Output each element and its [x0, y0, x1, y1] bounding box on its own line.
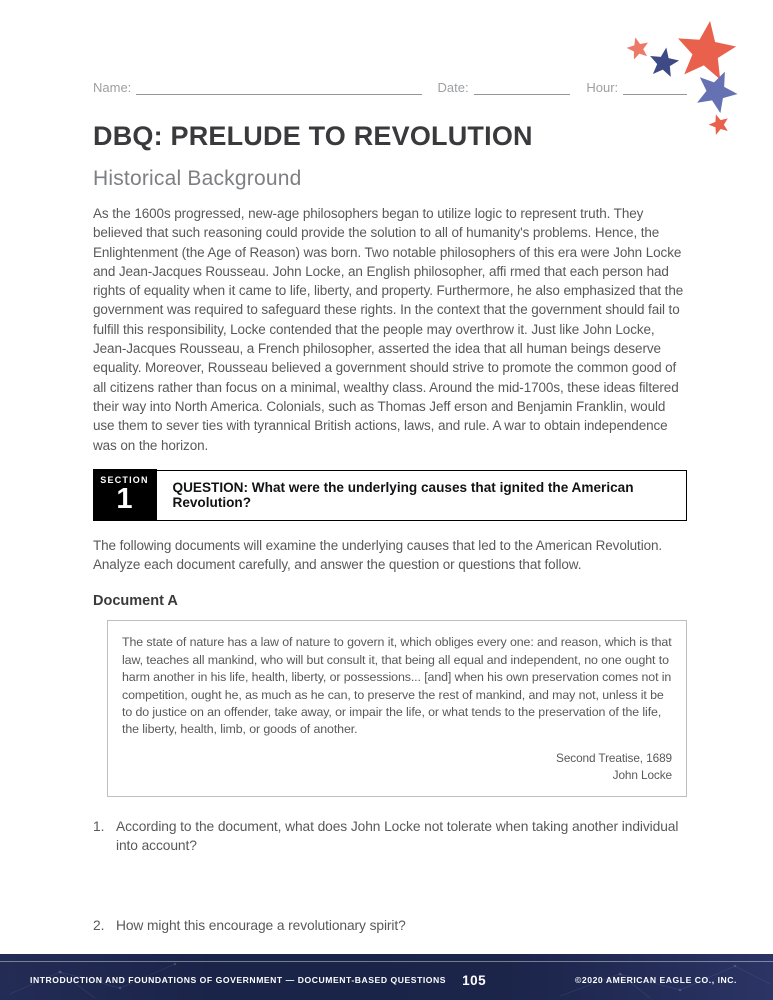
section-badge-label: SECTION — [100, 474, 149, 485]
question-list — [93, 817, 687, 936]
section-question-line — [173, 480, 671, 510]
intro-paragraph: The following documents will examine the underlying causes that led to the American Revolution. Analyze each document carefully, and answer the question or questions that follow. — [93, 537, 663, 573]
question-item-2 — [93, 916, 687, 936]
source-author: John Locke — [612, 767, 672, 782]
date-field — [438, 80, 571, 95]
footer-copyright: ©2020 AMERICAN EAGLE CO., INC. — [575, 975, 737, 985]
section-subtitle: Historical Background — [93, 167, 302, 190]
hour-field — [586, 80, 687, 95]
section-badge-number: 1 — [116, 482, 133, 515]
name-label: Name: — [93, 80, 132, 95]
source-title: Second Treatise, 1689 — [556, 750, 672, 765]
page-footer — [0, 954, 773, 1000]
name-blank-line — [136, 80, 421, 95]
question-label: QUESTION: — [172, 480, 249, 496]
footer-series-title: INTRODUCTION AND FOUNDATIONS OF GOVERNMENT — DOCUMENT-BASED QUESTIONS — [30, 975, 447, 985]
section-question-banner — [93, 470, 687, 521]
document-a-quote: The state of nature has a law of nature to govern it, which obliges every one: and reason, which is that law, teaches all mankind, who will but consult it, that being all equal and independent, no one ought to harm another in his life, health, liberty, or possessions... [and] when his own preservation comes not in competition, ought he, as much as he can, to preserve the rest of mankind, and may not, unless it be to do justice on an offender, take away, or impair the life, or what tends to the preservation of the life, the liberty, health, limb, or goods of another. — [122, 635, 672, 737]
question-1-number: 1. — [93, 818, 105, 834]
historical-background-paragraph: As the 1600s progressed, new-age philosophers began to utilize logic to represent truth. They believed that such reasoning could provide the solution to all of humanity's problems. Hence, the Enlightenment (the Age of Reason) was born. Two notable philosophers of this era were John Locke and Jean-Jacques Rousseau. John Locke, an English philosopher, affi rmed that each person had rights of equality when it came to life, liberty, and property. Furthermore, he also emphasized that the government was required to safeguard these rights. In the context that the government should fail to fulfill this responsibility, Locke contended that the people may overthrow it. Just like John Locke, Jean-Jacques Rousseau, a French philosopher, asserted the idea that all human beings deserve equality. Moreover, Rousseau believed a government should strive to promote the common good of all citizens rather than focus on a minimal, wealthy class. Around the mid-1700s, these ideas filtered their way into North America. Colonials, such as Thomas Jeff erson and Benjamin Franklin, would use them to sever ties with tyrannical British actions, laws, and rule. A war to obtain independence was on the horizon. — [93, 206, 684, 453]
footer-content — [0, 954, 773, 1000]
section-number-badge — [93, 469, 157, 521]
document-a-heading: Document A — [93, 593, 178, 610]
document-a-quote-box — [107, 620, 687, 796]
document-a-source — [122, 750, 672, 784]
question-text: What were the underlying causes that ignited the American Revolution? — [172, 480, 634, 511]
hour-label: Hour: — [586, 80, 619, 95]
question-item-1 — [93, 817, 687, 856]
section-question-box — [157, 471, 687, 520]
name-field — [93, 80, 422, 95]
question-2-number: 2. — [93, 917, 105, 933]
question-1-text: According to the document, what does John Locke not tolerate when taking another individual into account? — [116, 818, 679, 854]
date-blank-line — [474, 80, 571, 95]
footer-page-number: 105 — [462, 972, 487, 988]
question-2-text: How might this encourage a revolutionary spirit? — [116, 917, 406, 933]
page-title: DBQ: PRELUDE TO REVOLUTION — [93, 121, 533, 151]
date-label: Date: — [437, 80, 469, 95]
hour-blank-line — [623, 80, 687, 95]
fill-in-header — [93, 80, 687, 95]
